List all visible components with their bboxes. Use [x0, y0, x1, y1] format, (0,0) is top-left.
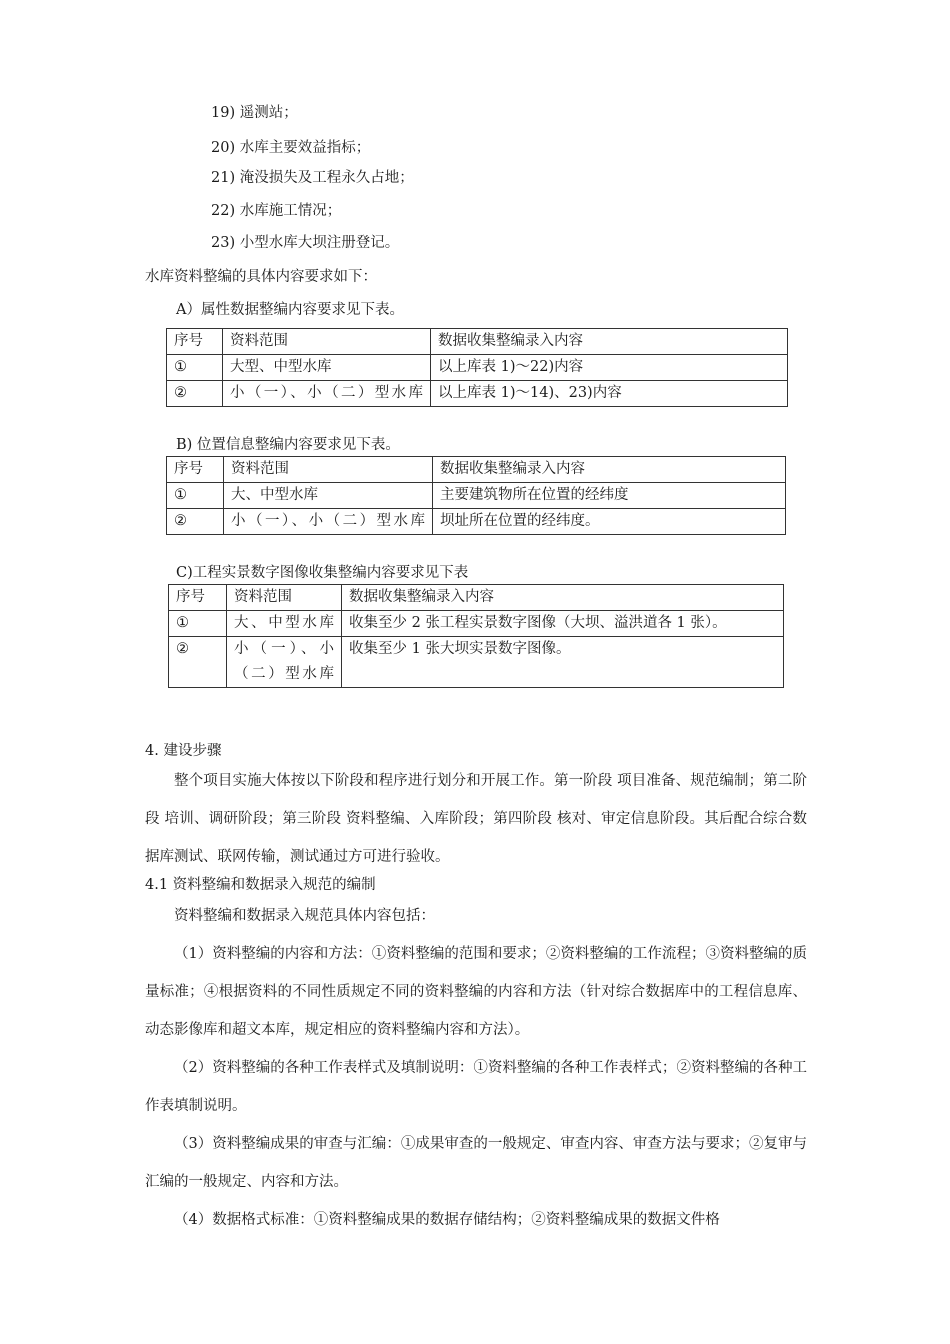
table-row — [167, 457, 786, 483]
table-cell: ② — [167, 381, 223, 407]
table-header-cell: 资料范围 — [227, 585, 342, 611]
table-header-cell: 序号 — [167, 329, 223, 355]
table-cell: ① — [169, 611, 227, 637]
table-row — [167, 381, 788, 407]
table-header-cell: 数据收集整编录入内容 — [433, 457, 786, 483]
table-cell: ② — [167, 509, 224, 535]
section-4-1-item-4: （4）数据格式标准：①资料整编成果的数据存储结构；②资料整编成果的数据文件格 — [174, 1212, 720, 1228]
table-cell: 以上库表 1)～14)、23)内容 — [431, 381, 788, 407]
table-cell: 收集至少 1 张大坝实景数字图像。 — [342, 637, 784, 688]
table-header-cell: 序号 — [169, 585, 227, 611]
list-item-20: 20) 水库主要效益指标； — [211, 140, 371, 156]
section-4-body — [145, 762, 807, 876]
table-b — [166, 456, 786, 535]
list-item-19: 19) 遥测站； — [211, 105, 298, 121]
table-row — [167, 355, 788, 381]
table-row — [167, 483, 786, 509]
table-row — [167, 329, 788, 355]
table-cell: 大型、中型水库 — [223, 355, 431, 381]
table-cell: ① — [167, 483, 224, 509]
table-cell: ② — [169, 637, 227, 688]
section-4-1-item-1: （1）资料整编的内容和方法：①资料整编的范围和要求；②资料整编的工作流程；③资料整编的质量标准；④根据资料的不同性质规定不同的资料整编的内容和方法（针对综合数据库中的工程信息库、动态影像库和超文本库，规定相应的资料整编内容和方法）。 — [145, 946, 807, 1038]
table-cell: 大、中型水库 — [227, 611, 342, 637]
table-header-cell: 资料范围 — [224, 457, 433, 483]
table-c — [168, 584, 784, 688]
section-4-paragraph: 整个项目实施大体按以下阶段和程序进行划分和开展工作。第一阶段 项目准备、规范编制；第二阶段 培训、调研阶段；第三阶段 资料整编、入库阶段；第四阶段 核对、审定信息阶段。其后配合综合数据库测试、联网传输，测试通过方可进行验收。 — [145, 773, 807, 865]
table-cell: 坝址所在位置的经纬度。 — [433, 509, 786, 535]
table-cell: 大、中型水库 — [224, 483, 433, 509]
intro-text: 水库资料整编的具体内容要求如下： — [145, 269, 377, 285]
table-a-caption: A）属性数据整编内容要求见下表。 — [176, 302, 404, 318]
table-cell: 主要建筑物所在位置的经纬度 — [433, 483, 786, 509]
list-item-22: 22) 水库施工情况； — [211, 203, 342, 219]
section-4-heading: 4. 建设步骤 — [145, 743, 222, 759]
table-cell: 以上库表 1)～22)内容 — [431, 355, 788, 381]
table-row — [169, 611, 784, 637]
table-header-cell: 数据收集整编录入内容 — [431, 329, 788, 355]
table-header-cell: 数据收集整编录入内容 — [342, 585, 784, 611]
table-cell: 小（一）、小（二）型水库 — [224, 509, 433, 535]
section-4-1-item-2: （2）资料整编的各种工作表样式及填制说明：①资料整编的各种工作表样式；②资料整编的各种工作表填制说明。 — [145, 1060, 807, 1114]
section-4-1-item-3: （3）资料整编成果的审查与汇编：①成果审查的一般规定、审查内容、审查方法与要求；②复审与汇编的一般规定、内容和方法。 — [145, 1136, 807, 1190]
list-item-21: 21) 淹没损失及工程永久占地； — [211, 170, 414, 186]
table-header-cell: 序号 — [167, 457, 224, 483]
table-c-caption: C)工程实景数字图像收集整编内容要求见下表 — [176, 565, 469, 581]
table-cell: 小（一）、小（二）型水库 — [223, 381, 431, 407]
table-row — [167, 509, 786, 535]
table-b-caption: B) 位置信息整编内容要求见下表。 — [176, 437, 400, 453]
table-row — [169, 637, 784, 688]
section-4-1-intro: 资料整编和数据录入规范具体内容包括： — [174, 908, 435, 924]
table-cell: ① — [167, 355, 223, 381]
list-item-23: 23) 小型水库大坝注册登记。 — [211, 235, 400, 251]
table-a — [166, 328, 788, 407]
table-header-cell: 资料范围 — [223, 329, 431, 355]
table-row — [169, 585, 784, 611]
table-cell: 小（一）、小（二）型水库 — [227, 637, 342, 688]
section-4-1-body — [145, 897, 807, 1239]
table-cell: 收集至少 2 张工程实景数字图像（大坝、溢洪道各 1 张）。 — [342, 611, 784, 637]
section-4-1-heading: 4.1 资料整编和数据录入规范的编制 — [145, 877, 376, 893]
